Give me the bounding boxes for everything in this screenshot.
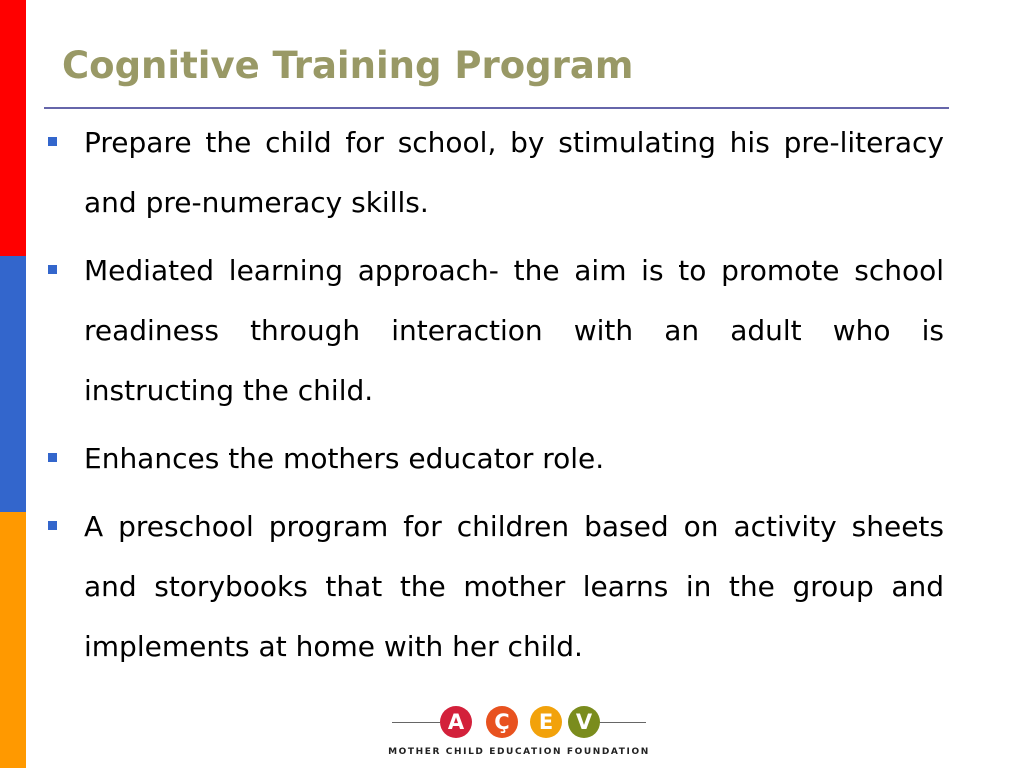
logo-left-line bbox=[392, 722, 440, 723]
title-underline bbox=[44, 107, 949, 109]
side-bar-red-segment bbox=[0, 0, 26, 256]
square-bullet-icon bbox=[48, 453, 57, 462]
square-bullet-icon bbox=[48, 521, 57, 530]
bullet-list bbox=[48, 113, 944, 685]
square-bullet-icon bbox=[48, 265, 57, 274]
bullet-text: Mediated learning approach- the aim is to promote school readiness through interaction with an adult who is instructing the child. bbox=[84, 254, 944, 407]
side-bar-orange-segment bbox=[0, 512, 26, 768]
slide-title: Cognitive Training Program bbox=[62, 44, 634, 87]
logo-letter-a: A bbox=[440, 706, 472, 738]
logo-letter-v: V bbox=[568, 706, 600, 738]
bullet-item bbox=[48, 429, 944, 489]
bullet-text: Enhances the mothers educator role. bbox=[84, 442, 605, 475]
bullet-item bbox=[48, 113, 944, 233]
logo-tagline: MOTHER CHILD EDUCATION FOUNDATION bbox=[388, 747, 650, 757]
acev-logo bbox=[388, 704, 650, 764]
logo-letter-e: E bbox=[530, 706, 562, 738]
square-bullet-icon bbox=[48, 137, 57, 146]
bullet-text: Prepare the child for school, by stimulating his pre-literacy and pre-numeracy skills. bbox=[84, 126, 944, 219]
side-color-bar bbox=[0, 0, 26, 768]
side-bar-blue-segment bbox=[0, 256, 26, 512]
logo-letter-c-cedilla: Ç bbox=[486, 706, 518, 738]
bullet-item bbox=[48, 241, 944, 421]
bullet-item bbox=[48, 497, 944, 677]
bullet-text: A preschool program for children based on activity sheets and storybooks that the mother learns in the group and implements at home with her child. bbox=[84, 510, 944, 663]
